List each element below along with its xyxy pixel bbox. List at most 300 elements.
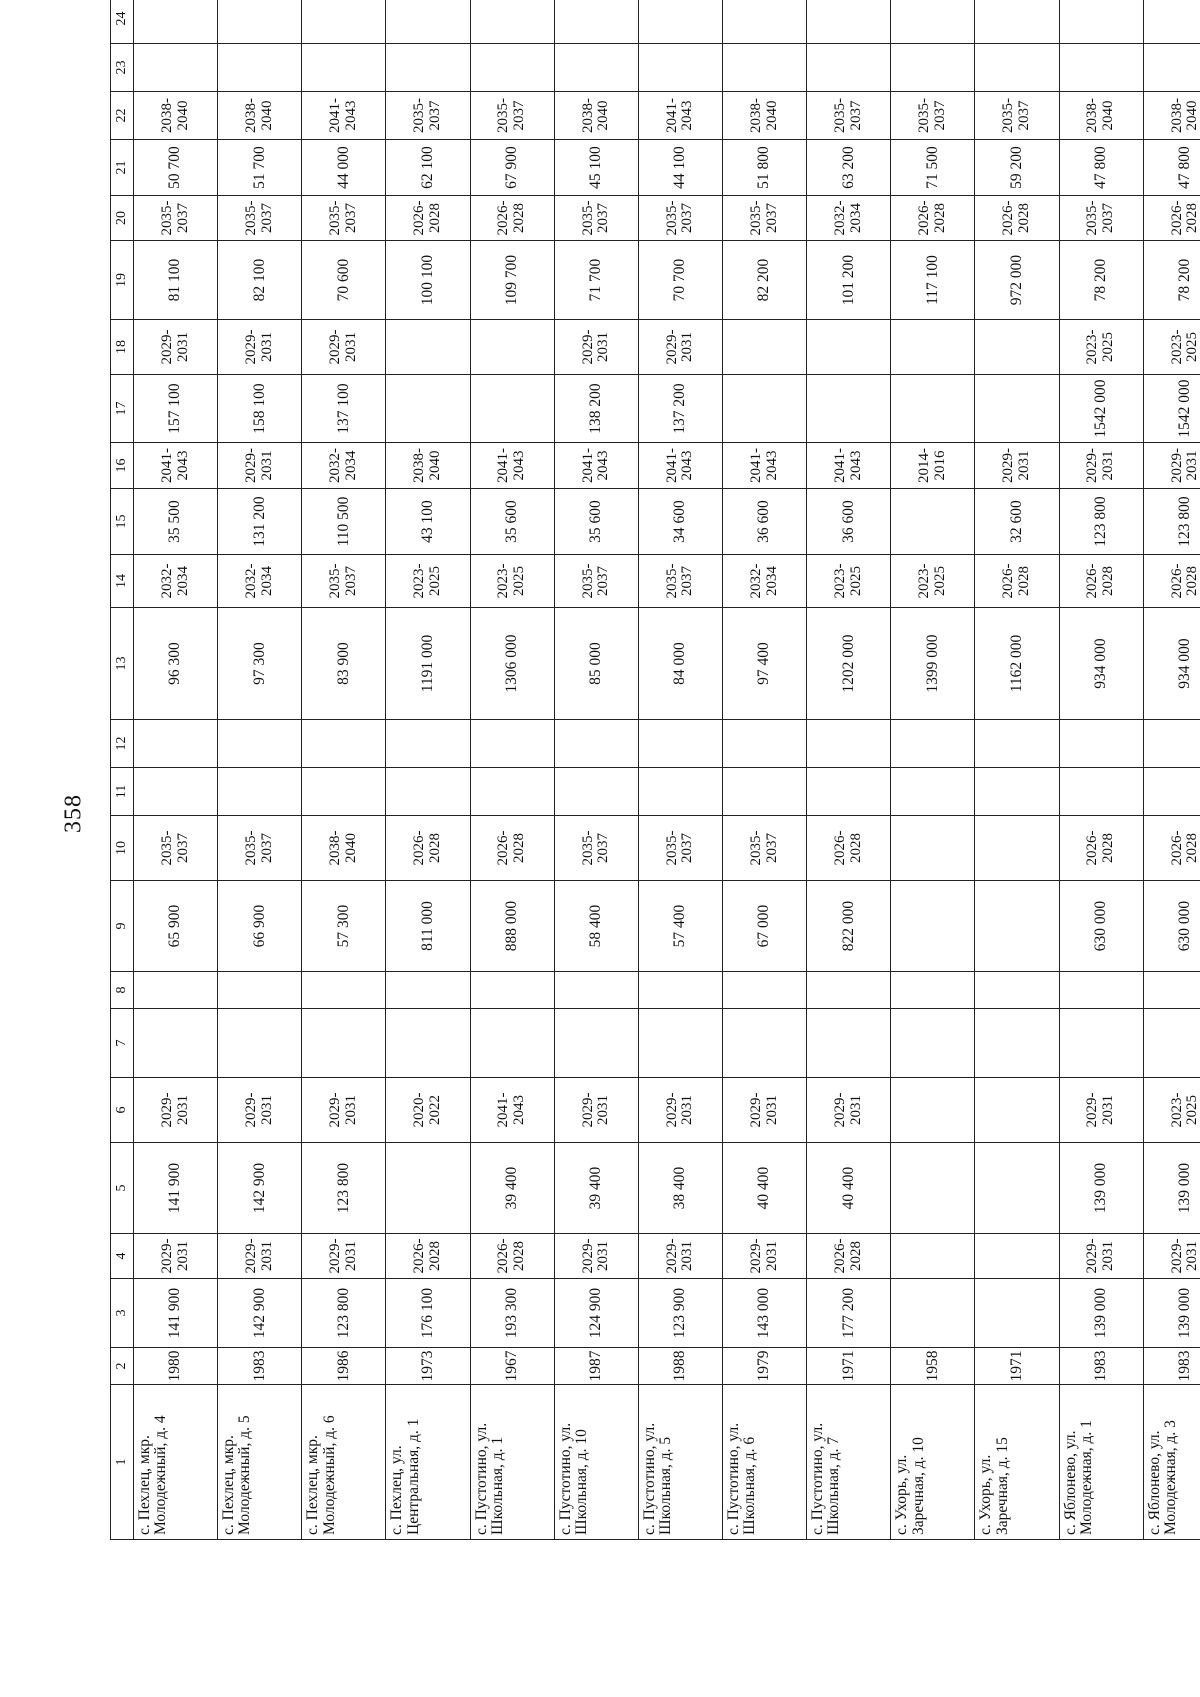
- rotated-table-container: [110, 11, 1200, 1540]
- table-cell: 2035-2037: [554, 555, 638, 608]
- table-cell: 97 400: [722, 608, 806, 720]
- table-cell: 35 600: [554, 489, 638, 555]
- table-cell: 2020-2022: [386, 1078, 470, 1143]
- table-cell: 158 100: [218, 375, 302, 443]
- table-cell: 2029-2031: [638, 1234, 722, 1279]
- table-cell: [134, 768, 218, 816]
- table-cell: 2035-2037: [470, 92, 554, 140]
- table-cell: 2026-2028: [1143, 816, 1200, 881]
- table-cell: 71 500: [891, 140, 975, 196]
- table-cell: 63 200: [807, 140, 891, 196]
- table-cell: 139 000: [1059, 1143, 1143, 1234]
- table-cell: 2038-2040: [218, 92, 302, 140]
- table-cell: 59 200: [975, 140, 1059, 196]
- table-cell: 36 600: [807, 489, 891, 555]
- table-cell: 85 000: [554, 608, 638, 720]
- address-cell: с. Пустотино, ул. Школьная, д. 10: [554, 1385, 638, 1540]
- table-cell: 2029-2031: [638, 320, 722, 375]
- table-cell: [807, 320, 891, 375]
- table-cell: 630 000: [1059, 881, 1143, 972]
- table-cell: 2032-2034: [302, 443, 386, 489]
- table-cell: 123 800: [1143, 489, 1200, 555]
- table-cell: 57 300: [302, 881, 386, 972]
- table-cell: 2041-2043: [638, 92, 722, 140]
- table-cell: [386, 0, 470, 44]
- address-cell: с. Пустотино, ул. Школьная, д. 6: [722, 1385, 806, 1540]
- table-cell: 1983: [218, 1348, 302, 1385]
- table-cell: 1971: [807, 1348, 891, 1385]
- table-cell: [386, 720, 470, 768]
- table-cell: 2029-2031: [1143, 443, 1200, 489]
- table-cell: 1542 000: [1059, 375, 1143, 443]
- table-cell: [891, 320, 975, 375]
- table-cell: [470, 44, 554, 92]
- table-cell: 2029-2031: [218, 1234, 302, 1279]
- table-cell: [975, 720, 1059, 768]
- table-cell: [722, 320, 806, 375]
- table-cell: 2029-2031: [134, 1234, 218, 1279]
- table-cell: [1059, 768, 1143, 816]
- table-cell: 34 600: [638, 489, 722, 555]
- table-cell: 2029-2031: [554, 320, 638, 375]
- table-cell: 2026-2028: [975, 196, 1059, 241]
- column-number: 19: [111, 241, 134, 320]
- table-cell: 43 100: [386, 489, 470, 555]
- table-cell: 139 000: [1143, 1143, 1200, 1234]
- table-cell: 2029-2031: [554, 1078, 638, 1143]
- table-cell: [470, 972, 554, 1009]
- table-cell: 100 100: [386, 241, 470, 320]
- table-cell: [134, 0, 218, 44]
- table-row: [134, 0, 218, 1540]
- table-row: [1143, 0, 1200, 1540]
- table-cell: [975, 1078, 1059, 1143]
- table-cell: [807, 1009, 891, 1078]
- table-cell: 2029-2031: [638, 1078, 722, 1143]
- table-cell: 1987: [554, 1348, 638, 1385]
- table-cell: [975, 0, 1059, 44]
- table-cell: 141 900: [134, 1143, 218, 1234]
- table-cell: 142 900: [218, 1279, 302, 1348]
- table-cell: 82 200: [722, 241, 806, 320]
- table-row: [1059, 0, 1143, 1540]
- table-cell: 2023-2025: [386, 555, 470, 608]
- table-cell: 82 100: [218, 241, 302, 320]
- table-cell: [1143, 768, 1200, 816]
- table-cell: 2038-2040: [1059, 92, 1143, 140]
- table-cell: 2035-2037: [218, 196, 302, 241]
- table-cell: [807, 972, 891, 1009]
- table-cell: 176 100: [386, 1279, 470, 1348]
- table-cell: 101 200: [807, 241, 891, 320]
- table-cell: [386, 375, 470, 443]
- table-row: [807, 0, 891, 1540]
- table-cell: [891, 44, 975, 92]
- column-number: 21: [111, 140, 134, 196]
- table-cell: 38 400: [638, 1143, 722, 1234]
- table-cell: [891, 1009, 975, 1078]
- table-cell: 2023-2025: [1143, 320, 1200, 375]
- table-cell: 2038-2040: [554, 92, 638, 140]
- table-cell: 2029-2031: [1059, 443, 1143, 489]
- table-row: [386, 0, 470, 1540]
- table-cell: [302, 768, 386, 816]
- table-cell: [1143, 44, 1200, 92]
- table-cell: 2035-2037: [975, 92, 1059, 140]
- table-cell: [722, 375, 806, 443]
- table-cell: 66 900: [218, 881, 302, 972]
- table-cell: [891, 720, 975, 768]
- page-number: 358: [60, 794, 87, 833]
- table-cell: 2035-2037: [218, 816, 302, 881]
- table-cell: [891, 816, 975, 881]
- table-cell: [386, 972, 470, 1009]
- column-number: 12: [111, 720, 134, 768]
- table-cell: 2035-2037: [134, 196, 218, 241]
- table-cell: 109 700: [470, 241, 554, 320]
- table-cell: 2038-2040: [386, 443, 470, 489]
- table-cell: 2029-2031: [218, 320, 302, 375]
- address-cell: с. Пехлец, ул. Центральная, д. 1: [386, 1385, 470, 1540]
- column-number: 1: [111, 1385, 134, 1540]
- table-cell: 58 400: [554, 881, 638, 972]
- table-cell: 1162 000: [975, 608, 1059, 720]
- table-cell: 2029-2031: [302, 1078, 386, 1143]
- table-cell: 2035-2037: [302, 555, 386, 608]
- table-cell: 2026-2028: [386, 816, 470, 881]
- address-cell: с. Пехлец, мкр. Молодежный, д. 4: [134, 1385, 218, 1540]
- table-cell: 1191 000: [386, 608, 470, 720]
- table-cell: [975, 816, 1059, 881]
- table-cell: [807, 375, 891, 443]
- table-cell: 2038-2040: [1143, 92, 1200, 140]
- table-cell: 2029-2031: [218, 1078, 302, 1143]
- table-cell: 2038-2040: [722, 92, 806, 140]
- table-cell: 2026-2028: [1143, 555, 1200, 608]
- table-cell: 78 200: [1059, 241, 1143, 320]
- column-number: 18: [111, 320, 134, 375]
- table-cell: 2032-2034: [134, 555, 218, 608]
- table-cell: 123 800: [1059, 489, 1143, 555]
- column-number: 8: [111, 972, 134, 1009]
- table-cell: 157 100: [134, 375, 218, 443]
- table-cell: 44 000: [302, 140, 386, 196]
- table-cell: [891, 1078, 975, 1143]
- table-cell: 139 000: [1143, 1279, 1200, 1348]
- table-cell: 142 900: [218, 1143, 302, 1234]
- table-cell: 177 200: [807, 1279, 891, 1348]
- table-cell: 811 000: [386, 881, 470, 972]
- table-cell: 2029-2031: [975, 443, 1059, 489]
- table-cell: [1059, 972, 1143, 1009]
- table-cell: 2026-2028: [1059, 555, 1143, 608]
- table-cell: [891, 1279, 975, 1348]
- column-number: 9: [111, 881, 134, 972]
- table-cell: 50 700: [134, 140, 218, 196]
- table-cell: 70 700: [638, 241, 722, 320]
- table-cell: 193 300: [470, 1279, 554, 1348]
- table-cell: [722, 0, 806, 44]
- column-number: 11: [111, 768, 134, 816]
- table-cell: [891, 489, 975, 555]
- table-cell: 2032-2034: [722, 555, 806, 608]
- table-cell: 2035-2037: [722, 196, 806, 241]
- column-number: 13: [111, 608, 134, 720]
- table-cell: [134, 972, 218, 1009]
- table-cell: 1986: [302, 1348, 386, 1385]
- table-cell: 124 900: [554, 1279, 638, 1348]
- table-cell: 110 500: [302, 489, 386, 555]
- address-cell: с. Пустотино, ул. Школьная, д. 5: [638, 1385, 722, 1540]
- table-cell: 2026-2028: [807, 1234, 891, 1279]
- table-cell: [470, 720, 554, 768]
- table-cell: [554, 1009, 638, 1078]
- table-cell: [638, 44, 722, 92]
- table-cell: 1988: [638, 1348, 722, 1385]
- table-cell: 71 700: [554, 241, 638, 320]
- table-cell: 2023-2025: [807, 555, 891, 608]
- table-cell: [218, 720, 302, 768]
- table-cell: 2035-2037: [638, 816, 722, 881]
- table-cell: [134, 720, 218, 768]
- table-cell: [807, 768, 891, 816]
- table-cell: 2035-2037: [134, 816, 218, 881]
- table-cell: 47 800: [1059, 140, 1143, 196]
- table-cell: [386, 768, 470, 816]
- table-cell: [470, 375, 554, 443]
- table-cell: [891, 375, 975, 443]
- table-cell: 2023-2025: [1059, 320, 1143, 375]
- table-cell: 2035-2037: [807, 92, 891, 140]
- table-cell: 2035-2037: [891, 92, 975, 140]
- table-cell: 2041-2043: [807, 443, 891, 489]
- address-cell: с. Пустотино, ул. Школьная, д. 1: [470, 1385, 554, 1540]
- table-cell: [891, 768, 975, 816]
- table-cell: 2035-2037: [302, 196, 386, 241]
- table-cell: [638, 720, 722, 768]
- table-cell: 1971: [975, 1348, 1059, 1385]
- table-cell: 2026-2028: [807, 816, 891, 881]
- table-cell: 40 400: [807, 1143, 891, 1234]
- table-cell: 2035-2037: [554, 196, 638, 241]
- table-row: [470, 0, 554, 1540]
- table-cell: 2029-2031: [554, 1234, 638, 1279]
- column-number: 24: [111, 0, 134, 44]
- table-cell: [554, 44, 638, 92]
- table-cell: 78 200: [1143, 241, 1200, 320]
- table-cell: [134, 44, 218, 92]
- table-cell: 2035-2037: [722, 816, 806, 881]
- table-cell: 2029-2031: [1143, 1234, 1200, 1279]
- table-cell: 1983: [1059, 1348, 1143, 1385]
- table-cell: 2026-2028: [470, 816, 554, 881]
- table-cell: [1143, 720, 1200, 768]
- table-cell: 65 900: [134, 881, 218, 972]
- table-cell: [302, 972, 386, 1009]
- column-number: 16: [111, 443, 134, 489]
- table-cell: 96 300: [134, 608, 218, 720]
- column-number: 17: [111, 375, 134, 443]
- table-cell: [722, 972, 806, 1009]
- table-cell: 67 000: [722, 881, 806, 972]
- table-cell: [891, 881, 975, 972]
- table-cell: [302, 0, 386, 44]
- table-cell: 2026-2028: [975, 555, 1059, 608]
- table-cell: 2041-2043: [722, 443, 806, 489]
- table-cell: 2029-2031: [1059, 1078, 1143, 1143]
- address-cell: с. Пехлец, мкр. Молодежный, д. 5: [218, 1385, 302, 1540]
- table-cell: 2029-2031: [807, 1078, 891, 1143]
- table-cell: 2026-2028: [1143, 196, 1200, 241]
- table-cell: 2038-2040: [134, 92, 218, 140]
- table-cell: 2032-2034: [218, 555, 302, 608]
- table-row: [638, 0, 722, 1540]
- table-cell: 32 600: [975, 489, 1059, 555]
- table-cell: 2029-2031: [302, 1234, 386, 1279]
- table-cell: [218, 1009, 302, 1078]
- table-cell: [1059, 1009, 1143, 1078]
- table-cell: [302, 44, 386, 92]
- table-cell: [975, 1143, 1059, 1234]
- table-cell: 2026-2028: [386, 1234, 470, 1279]
- table-cell: [470, 1009, 554, 1078]
- table-cell: 1399 000: [891, 608, 975, 720]
- table-cell: 2041-2043: [134, 443, 218, 489]
- address-cell: с. Яблонево, ул. Молодежная, д. 3: [1143, 1385, 1200, 1540]
- table-cell: 35 600: [470, 489, 554, 555]
- table-cell: 139 000: [1059, 1279, 1143, 1348]
- table-cell: [975, 1234, 1059, 1279]
- table-cell: 2035-2037: [638, 196, 722, 241]
- table-cell: [975, 881, 1059, 972]
- table-cell: 888 000: [470, 881, 554, 972]
- table-row: [891, 0, 975, 1540]
- table-cell: 2029-2031: [134, 320, 218, 375]
- table-cell: 1983: [1143, 1348, 1200, 1385]
- table-cell: [975, 1279, 1059, 1348]
- table-row: [722, 0, 806, 1540]
- table-cell: 822 000: [807, 881, 891, 972]
- table-cell: [807, 44, 891, 92]
- table-cell: 630 000: [1143, 881, 1200, 972]
- table-cell: 137 200: [638, 375, 722, 443]
- table-cell: 2038-2040: [302, 816, 386, 881]
- table-cell: [638, 768, 722, 816]
- table-cell: 137 100: [302, 375, 386, 443]
- table-cell: 62 100: [386, 140, 470, 196]
- table-cell: 2041-2043: [470, 1078, 554, 1143]
- table-cell: 2035-2037: [638, 555, 722, 608]
- table-cell: [554, 972, 638, 1009]
- table-cell: [722, 44, 806, 92]
- table-cell: 2023-2025: [470, 555, 554, 608]
- table-cell: 2023-2025: [891, 555, 975, 608]
- table-cell: [554, 720, 638, 768]
- table-cell: 2035-2037: [386, 92, 470, 140]
- table-cell: [975, 375, 1059, 443]
- table-cell: 117 100: [891, 241, 975, 320]
- column-number: 5: [111, 1143, 134, 1234]
- table-cell: 47 800: [1143, 140, 1200, 196]
- column-number: 10: [111, 816, 134, 881]
- address-cell: с. Пустотино, ул. Школьная, д. 7: [807, 1385, 891, 1540]
- column-number: 23: [111, 44, 134, 92]
- table-cell: 2041-2043: [638, 443, 722, 489]
- table-cell: 51 700: [218, 140, 302, 196]
- table-cell: [722, 1009, 806, 1078]
- table-cell: 70 600: [302, 241, 386, 320]
- table-cell: 2029-2031: [1059, 1234, 1143, 1279]
- table-cell: [891, 972, 975, 1009]
- table-cell: 1958: [891, 1348, 975, 1385]
- table-cell: 934 000: [1143, 608, 1200, 720]
- table-cell: [386, 320, 470, 375]
- table-cell: 2035-2037: [554, 816, 638, 881]
- table-cell: 44 100: [638, 140, 722, 196]
- column-number: 15: [111, 489, 134, 555]
- column-number: 22: [111, 92, 134, 140]
- table-cell: [1059, 720, 1143, 768]
- table-cell: [1059, 44, 1143, 92]
- table-cell: [1143, 1009, 1200, 1078]
- table-cell: [218, 0, 302, 44]
- table-cell: 2026-2028: [891, 196, 975, 241]
- table-cell: 138 200: [554, 375, 638, 443]
- table-cell: 1979: [722, 1348, 806, 1385]
- table-cell: 83 900: [302, 608, 386, 720]
- table-cell: [975, 44, 1059, 92]
- address-cell: с. Ухорь, ул. Заречная, д. 10: [891, 1385, 975, 1540]
- column-number: 4: [111, 1234, 134, 1279]
- table-cell: [638, 0, 722, 44]
- table-cell: 39 400: [470, 1143, 554, 1234]
- table-cell: [218, 972, 302, 1009]
- table-cell: 123 800: [302, 1143, 386, 1234]
- table-cell: 123 900: [638, 1279, 722, 1348]
- table-cell: [1143, 0, 1200, 44]
- table-cell: 123 800: [302, 1279, 386, 1348]
- table-cell: 1202 000: [807, 608, 891, 720]
- table-cell: [722, 768, 806, 816]
- table-cell: 36 600: [722, 489, 806, 555]
- table-row: [554, 0, 638, 1540]
- table-cell: 2035-2037: [1059, 196, 1143, 241]
- table-cell: 2032-2034: [807, 196, 891, 241]
- table-cell: 40 400: [722, 1143, 806, 1234]
- table-cell: [975, 972, 1059, 1009]
- column-number: 7: [111, 1009, 134, 1078]
- column-number: 2: [111, 1348, 134, 1385]
- table-cell: [302, 720, 386, 768]
- table-cell: [470, 0, 554, 44]
- table-cell: 972 000: [975, 241, 1059, 320]
- table-cell: [891, 1143, 975, 1234]
- table-row: [975, 0, 1059, 1540]
- table-cell: [386, 1009, 470, 1078]
- table-cell: 143 000: [722, 1279, 806, 1348]
- table-cell: [807, 0, 891, 44]
- table-cell: 2026-2028: [470, 196, 554, 241]
- table-cell: [722, 720, 806, 768]
- table-cell: 141 900: [134, 1279, 218, 1348]
- table-cell: 84 000: [638, 608, 722, 720]
- column-number: 3: [111, 1279, 134, 1348]
- repair-schedule-table: [110, 0, 1200, 1540]
- table-cell: 1306 000: [470, 608, 554, 720]
- table-cell: 2026-2028: [386, 196, 470, 241]
- address-cell: с. Пехлец, мкр. Молодежный, д. 6: [302, 1385, 386, 1540]
- table-cell: [554, 768, 638, 816]
